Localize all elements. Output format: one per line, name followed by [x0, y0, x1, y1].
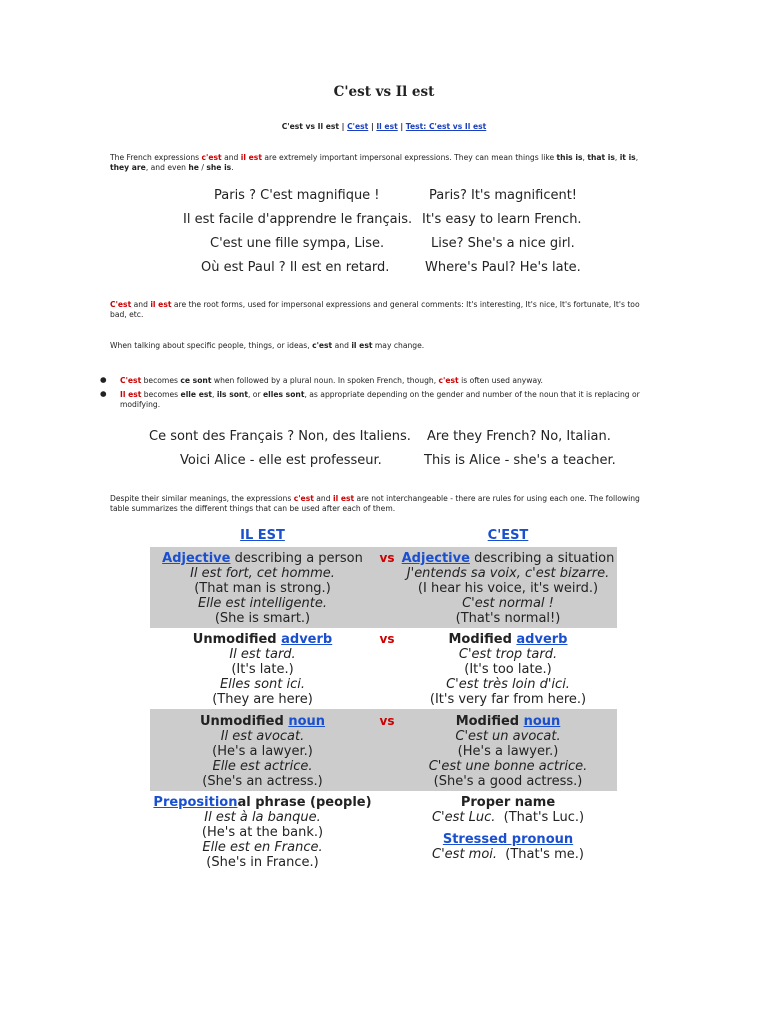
cell-translation: (He's a lawyer.)	[212, 744, 313, 759]
cell-modified-noun	[399, 714, 617, 789]
example-en: Are they French? No, Italian.	[427, 429, 611, 444]
link-adverb[interactable]: adverb	[281, 632, 333, 647]
link-adjective[interactable]: Adjective	[401, 551, 470, 566]
cell-example: C'est une bonne actrice.	[428, 759, 588, 774]
example-en: Paris? It's magnificent!	[429, 188, 578, 203]
specific-bold: c'est	[312, 341, 333, 350]
cell-example: Elles sont ici.	[219, 677, 306, 692]
bullet-dot-icon: ●	[100, 375, 107, 384]
cell-example: J'entends sa voix, c'est bizarre.	[406, 566, 610, 581]
despite-text: Despite their similar meanings, the expressions	[110, 494, 294, 503]
despite-text: are not interchangeable - there are rules for using each one. The following table summarizes the different things that can be used after each of them.	[110, 494, 640, 513]
root-keyword: C'est	[110, 300, 132, 309]
cell-unmodified-adverb	[150, 632, 375, 707]
bullet-text: , or	[247, 390, 263, 399]
example-en: It's easy to learn French.	[422, 212, 582, 227]
cell-translation: (They are here)	[212, 692, 313, 707]
page-title: C'est vs Il est	[333, 84, 435, 100]
root-keyword: il est	[150, 300, 172, 309]
header-link-cest[interactable]: C'EST	[487, 528, 529, 543]
cell-heading-text: describing a situation	[469, 551, 615, 566]
nav-link-il-est[interactable]: Il est	[376, 122, 398, 131]
link-noun[interactable]: noun	[523, 714, 561, 729]
link-adjective[interactable]: Adjective	[162, 551, 231, 566]
cell-example: Elle est actrice.	[212, 759, 313, 774]
cell-translation: (That man is strong.)	[194, 581, 331, 596]
cell-example: Il est fort, cet homme.	[190, 566, 335, 581]
cell-example: C'est normal !	[462, 596, 554, 611]
vs-label: vs	[379, 551, 395, 565]
intro-text: , and even	[145, 162, 189, 172]
bullet-bold: elles sont	[263, 390, 305, 399]
cell-translation: (It's late.)	[231, 662, 294, 677]
nav-link-cest[interactable]: C'est	[347, 122, 369, 131]
example-fr: Voici Alice - elle est professeur.	[180, 453, 382, 468]
cell-translation: (That's normal!)	[455, 611, 561, 626]
bullet-keyword: C'est	[120, 376, 142, 385]
link-preposition[interactable]: Preposition	[153, 795, 238, 810]
bullet-bold: ce sont	[180, 376, 212, 385]
intro-text: ,	[635, 153, 639, 162]
intro-text: .	[231, 162, 234, 172]
table-header-il-est	[150, 528, 375, 543]
cell-translation: (It's very far from here.)	[429, 692, 587, 707]
specific-bold: il est	[351, 341, 373, 350]
bullet-text: becomes	[141, 376, 181, 385]
nav-link-test[interactable]: Test: C'est vs Il est	[405, 122, 487, 131]
specific-text: When talking about specific people, things, or ideas,	[110, 341, 313, 350]
example-fr: C'est une fille sympa, Lise.	[210, 236, 385, 251]
specific-text: may change.	[372, 341, 425, 350]
intro-bold: he	[188, 162, 199, 172]
bullet-bold: elle est	[180, 390, 212, 399]
cell-adjective-situation	[399, 551, 617, 626]
vs-label: vs	[379, 714, 395, 728]
bullet-item	[120, 390, 660, 409]
bullet-text: becomes	[141, 390, 181, 399]
cell-heading-text: Unmodified	[192, 632, 282, 647]
intro-bold: they are	[110, 162, 146, 172]
cell-heading-text: Unmodified	[199, 714, 289, 729]
intro-paragraph	[110, 153, 655, 172]
bullet-keyword: Il est	[120, 390, 142, 399]
bullet-text: when followed by a plural noun. In spoken French, though,	[211, 376, 439, 385]
cell-unmodified-noun	[150, 714, 375, 789]
intro-keyword: il est	[240, 153, 262, 162]
example-en: Where's Paul? He's late.	[425, 260, 581, 275]
cell-example: Elle est intelligente.	[197, 596, 328, 611]
intro-text: The French expressions	[110, 153, 202, 162]
cell-translation: (That's Luc.)	[495, 810, 585, 825]
link-noun[interactable]: noun	[288, 714, 326, 729]
cell-example: Elle est en France.	[202, 840, 323, 855]
cell-adjective-person	[150, 551, 375, 626]
vs-label: vs	[379, 632, 395, 646]
link-stressed-pronoun[interactable]: Stressed pronoun	[442, 832, 574, 847]
intro-bold: that is	[587, 153, 615, 162]
intro-bold: it is	[619, 153, 636, 162]
despite-keyword: c'est	[293, 494, 314, 503]
root-forms-paragraph	[110, 300, 655, 319]
despite-keyword: il est	[332, 494, 355, 503]
bullet-text: is often used anyway.	[458, 376, 543, 385]
page-nav: C'est vs Il est | C'est | Il est | Test: C'est vs Il est	[281, 122, 487, 131]
cell-example: Il est à la banque.	[204, 810, 321, 825]
intro-keyword: c'est	[201, 153, 222, 162]
despite-paragraph	[110, 494, 655, 513]
cell-translation: (She is smart.)	[214, 611, 311, 626]
intro-text: ,	[614, 153, 620, 162]
link-adverb[interactable]: adverb	[516, 632, 568, 647]
cell-modified-adverb	[399, 632, 617, 707]
bullet-text: , as appropriate depending on the gender and number of the noun that it is replacing or modifying.	[120, 390, 640, 409]
bullet-dot-icon: ●	[100, 389, 107, 398]
specific-text: and	[332, 341, 352, 350]
intro-text: are extremely important impersonal expressions. They can mean things like	[261, 153, 557, 162]
cell-example: C'est Luc.	[431, 810, 496, 825]
intro-bold: she is	[206, 162, 232, 172]
cell-translation: (She's an actress.)	[202, 774, 323, 789]
cell-example: C'est trop tard.	[458, 647, 558, 662]
example-en: Lise? She's a nice girl.	[431, 236, 575, 251]
header-link-il-est[interactable]: IL EST	[240, 528, 285, 543]
example-en: This is Alice - she's a teacher.	[424, 453, 616, 468]
cell-translation: (She's a good actress.)	[433, 774, 583, 789]
cell-example: Il est tard.	[229, 647, 296, 662]
cell-heading-text: Modified	[455, 714, 524, 729]
despite-text: and	[313, 494, 333, 503]
example-fr: Paris ? C'est magnifique !	[214, 188, 380, 203]
nav-current: C'est vs Il est	[281, 122, 340, 131]
cell-translation: (She's in France.)	[206, 855, 319, 870]
bullet-keyword: c'est	[438, 376, 459, 385]
cell-translation: (It's too late.)	[464, 662, 552, 677]
bullet-text: ,	[212, 390, 217, 399]
example-fr: Ce sont des Français ? Non, des Italiens.	[149, 429, 411, 444]
bullet-item	[120, 376, 660, 386]
cell-example: Il est avocat.	[220, 729, 305, 744]
bullet-bold: ils sont	[216, 390, 248, 399]
cell-prepositional-phrase	[150, 795, 375, 870]
cell-translation: (I hear his voice, it's weird.)	[417, 581, 599, 596]
intro-text: ,	[582, 153, 588, 162]
root-text: are the root forms, used for impersonal expressions and general comments: It's interesting, It's nice, It's fortunate, It's too bad, etc.	[110, 300, 640, 319]
cell-translation: (That's me.)	[497, 847, 584, 862]
cell-example: C'est un avocat.	[455, 729, 561, 744]
cell-example: C'est très loin d'ici.	[446, 677, 570, 692]
cell-translation: (He's a lawyer.)	[457, 744, 559, 759]
example-fr: Où est Paul ? Il est en retard.	[201, 260, 390, 275]
example-fr: Il est facile d'apprendre le français.	[183, 212, 413, 227]
cell-heading-text: Modified	[448, 632, 517, 647]
specific-paragraph	[110, 341, 655, 351]
intro-text: and	[221, 153, 241, 162]
cell-translation: (He's at the bank.)	[201, 825, 324, 840]
table-header-cest	[399, 528, 617, 543]
cell-heading-text: al phrase (people)	[237, 795, 372, 810]
intro-text: /	[198, 162, 207, 172]
root-text: and	[131, 300, 151, 309]
cell-proper-name	[399, 795, 617, 862]
cell-heading-text: describing a person	[230, 551, 363, 566]
cell-heading-text: Proper name	[460, 795, 556, 810]
intro-bold: this is	[556, 153, 583, 162]
cell-example: C'est moi.	[432, 847, 498, 862]
